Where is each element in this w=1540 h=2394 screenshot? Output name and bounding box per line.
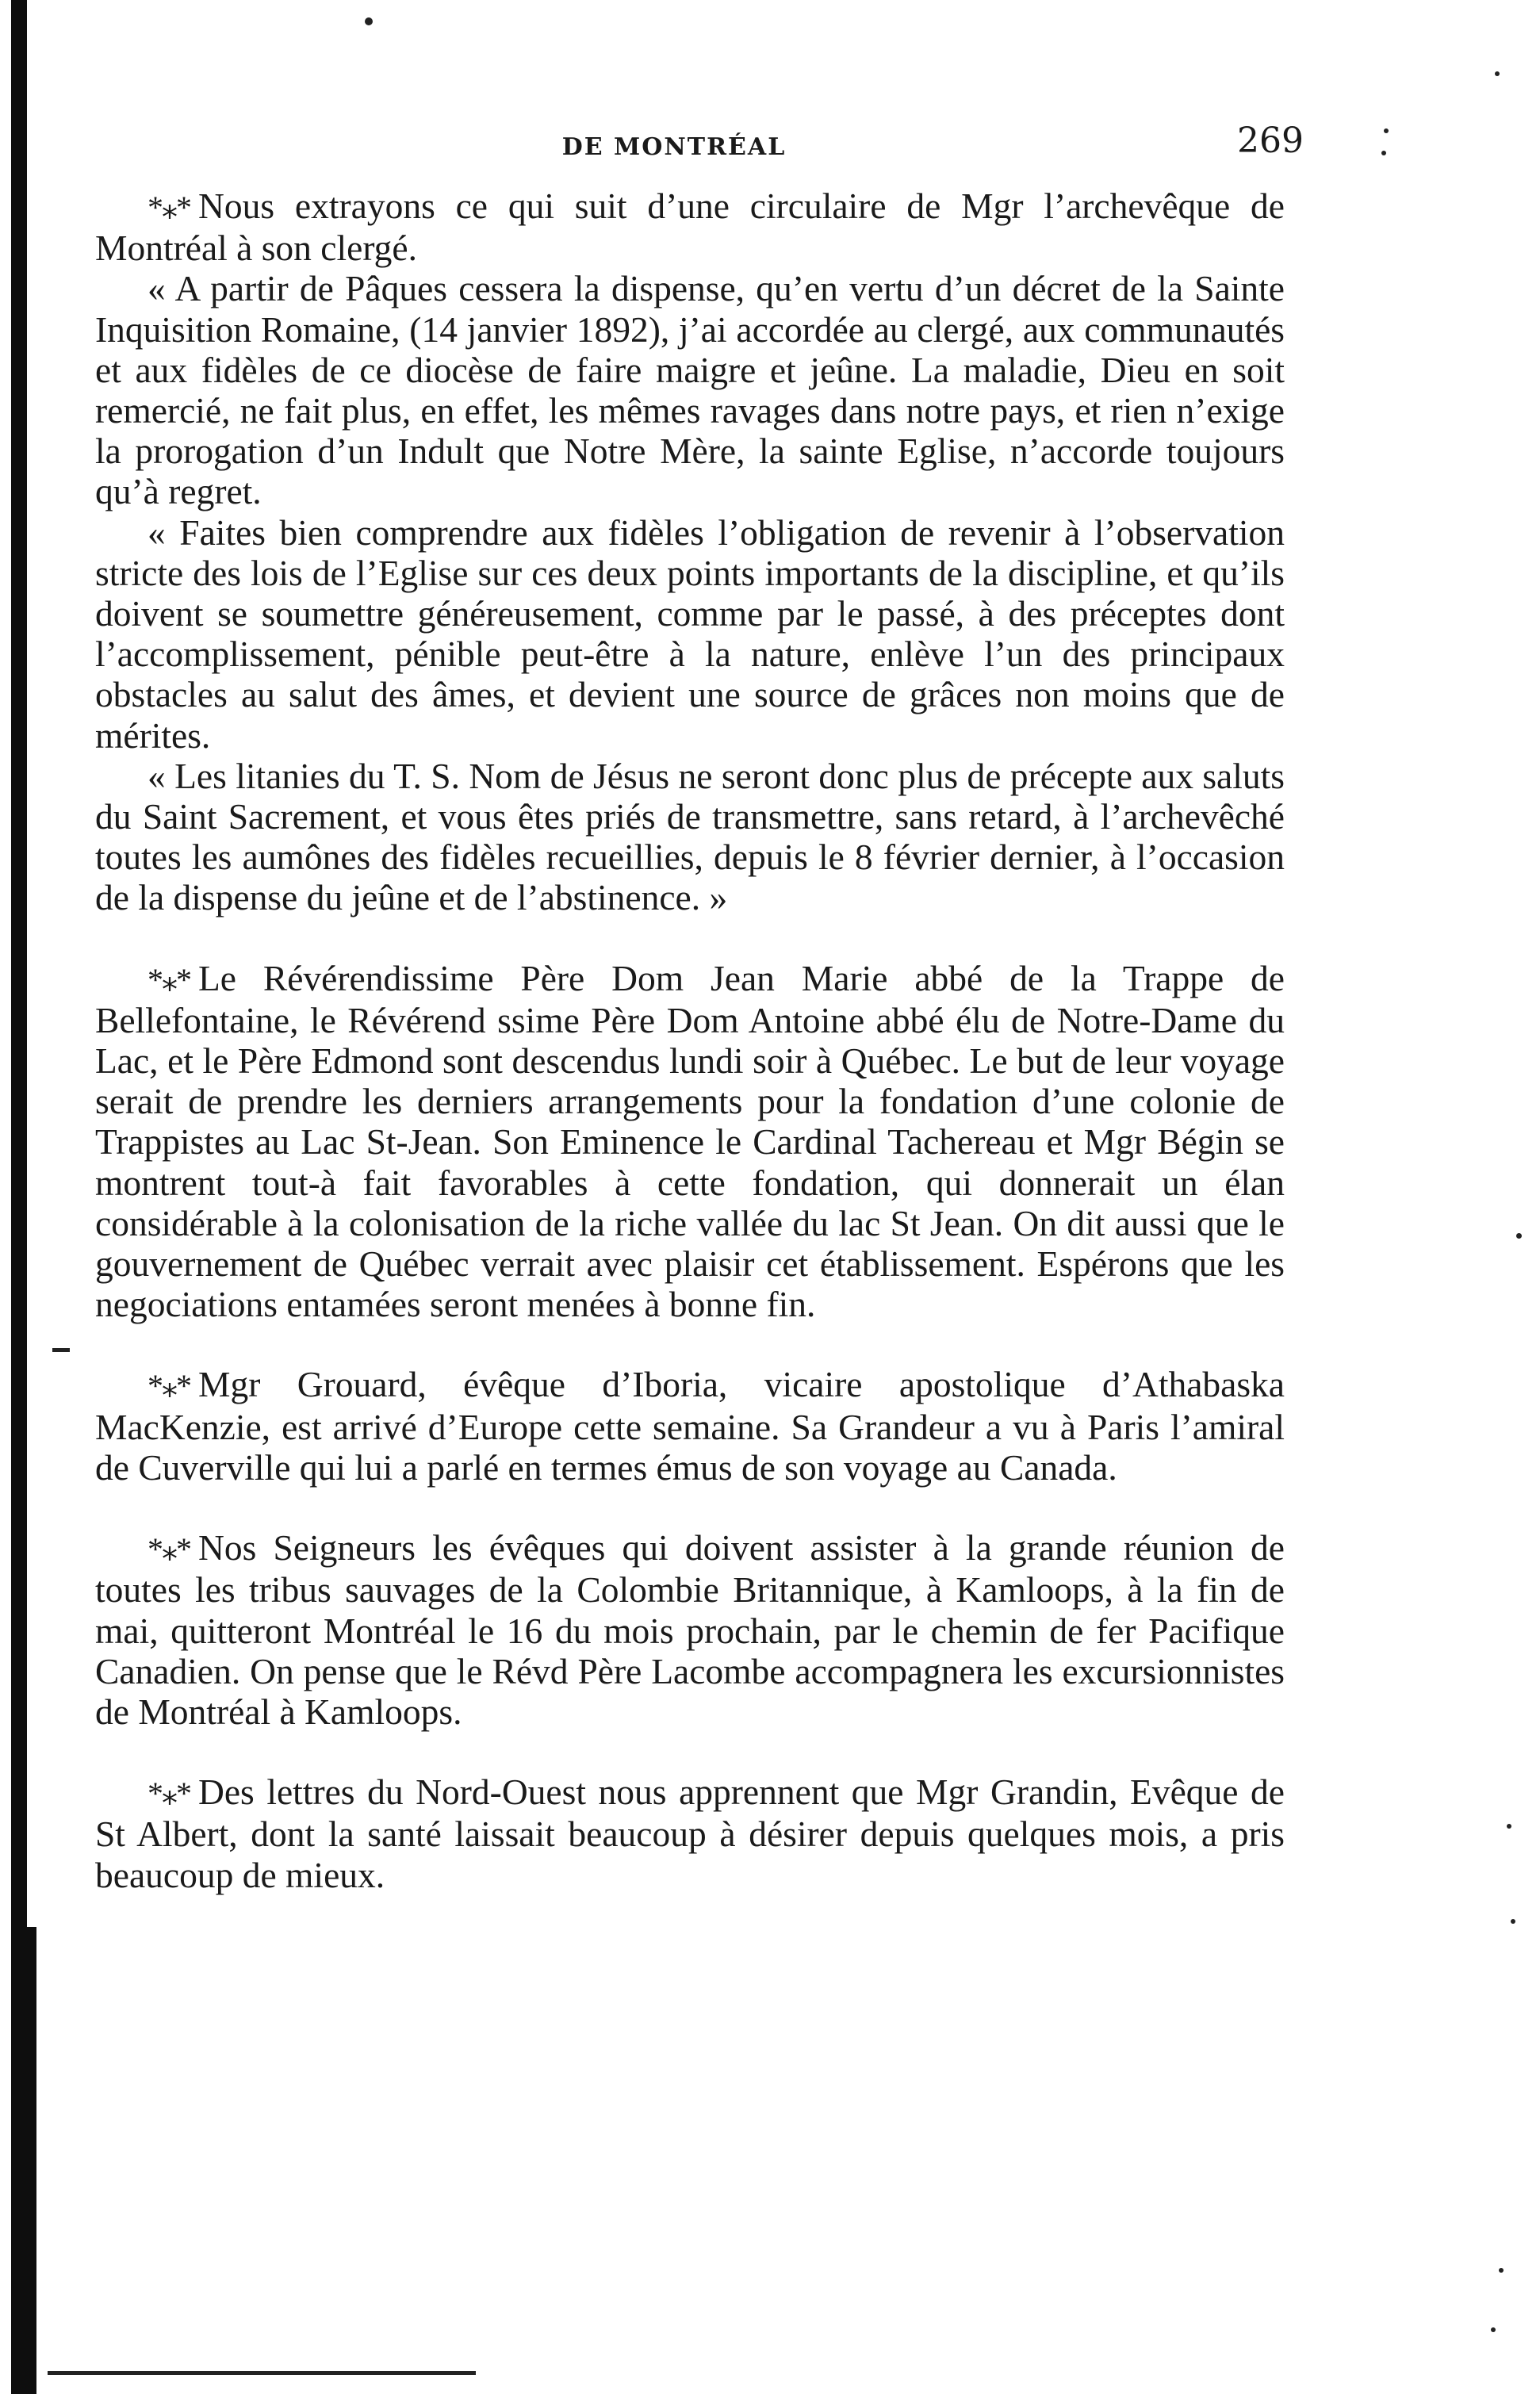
paragraph-text: Mgr Grouard, évêque d’Iboria, vicaire apostolique d’Athabaska MacKenzie, est arrivé d’Europe cette semaine. Sa Grandeur a vu à Paris l’amiral de Cuverville qui lui a parlé en termes émus de son voyage au Canada. <box>95 1364 1285 1488</box>
paragraph <box>95 756 1285 918</box>
section-marker: *⁎* <box>147 1531 190 1568</box>
paragraph <box>95 1527 1285 1732</box>
scan-bottom-edge <box>48 2371 476 2375</box>
section-marker: *⁎* <box>147 190 190 225</box>
section-marker: *⁎* <box>147 1775 190 1812</box>
scan-speck <box>1499 2268 1504 2273</box>
scan-speck <box>1384 128 1389 133</box>
paragraph <box>95 1772 1285 1895</box>
scan-speck <box>1381 151 1386 155</box>
scan-speck <box>365 17 373 25</box>
scan-speck <box>1516 1233 1522 1239</box>
news-item <box>95 958 1285 1325</box>
paragraph-text: Le Révérendissime Père Dom Jean Marie abbé de la Trappe de Bellefontaine, le Révérend ssime Père Dom Antoine abbé élu de Notre-Dame du Lac, et le Père Edmond sont descendus lundi soir à Québec. Le but de leur voyage serait de prendre les derniers arrangements pour la fondation d’une colonie de Trappistes au Lac St-Jean. Son Eminence le Cardinal Tachereau et Mgr Bégin se montrent tout-à fait favorables à cette fondation, qui donnerait un élan considérable à la colonisation de la riche vallée du lac St Jean. On dit aussi que le gouvernement de Québec verrait avec plaisir cet établissement. Espérons que les negociations entamées seront menées à bonne fin. <box>95 957 1285 1325</box>
scan-speck <box>1511 1919 1515 1924</box>
scan-spine-shadow-lower <box>11 1927 36 2394</box>
paragraph-text: « A partir de Pâques cessera la dispense, qu’en vertu d’un décret de la Sainte Inquisition Romaine, (14 janvier 1892), j’ai accordée au clergé, aux communautés et aux fidèles de ce diocèse de faire maigre et jeûne. La maladie, Dieu en soit remercié, ne fait plus, en effet, les mêmes ravages dans notre pays, et rien n’exige la prorogation d’un Indult que Notre Mère, la sainte Eglise, n’accorde toujours qu’à regret. <box>95 268 1285 512</box>
paragraph <box>95 512 1285 756</box>
paragraph <box>95 958 1285 1325</box>
section-marker: *⁎* <box>147 1368 190 1404</box>
paragraph-text: Nos Seigneurs les évêques qui doivent assister à la grande réunion de toutes les tribus sauvages de la Colombie Britannique, à Kamloops, à la fin de mai, quitteront Montréal le 16 du mois prochain, par le chemin de fer Pacifique Canadien. On pense que le Révd Père Lacombe accompagnera les excursionnistes de Montréal à Kamloops. <box>95 1527 1285 1732</box>
paragraph-text: Des lettres du Nord-Ouest nous apprennent que Mgr Grandin, Evêque de St Albert, dont la santé laissait beaucoup à désirer depuis quelques mois, a pris beaucoup de mieux. <box>95 1772 1285 1895</box>
page-number: 269 <box>1237 121 1304 161</box>
scan-speck <box>1495 71 1500 76</box>
news-item <box>95 186 1285 918</box>
scan-speck <box>1507 1824 1511 1829</box>
paragraph <box>95 1364 1285 1488</box>
paragraph <box>95 186 1285 268</box>
section-marker: *⁎* <box>147 961 190 998</box>
scan-speck <box>1491 2327 1496 2332</box>
news-item <box>95 1527 1285 1732</box>
running-title: DE MONTRÉAL <box>561 133 787 161</box>
paragraph <box>95 268 1285 511</box>
news-item <box>95 1364 1285 1488</box>
text-column <box>95 186 1285 1935</box>
paragraph-text: « Les litanies du T. S. Nom de Jésus ne seront donc plus de précepte aux saluts du Saint Sacrement, et vous êtes priés de transmettre, sans retard, à l’archevêché toutes les aumônes des fidèles recueillies, depuis le 8 février dernier, à l’occasion de la dispense du jeûne et de l’abstinence. » <box>95 755 1285 918</box>
news-item <box>95 1772 1285 1895</box>
paragraph-text: Nous extrayons ce qui suit d’une circulaire de Mgr l’archevêque de Montréal à son clergé. <box>95 186 1285 269</box>
paragraph-text: « Faites bien comprendre aux fidèles l’obligation de revenir à l’observation stricte des lois de l’Eglise sur ces deux points importants de la discipline, et qu’ils doivent se soumettre généreusement, comme par le passé, à des préceptes dont l’accomplissement, pénible peut-être à la nature, enlève l’un des principaux obstacles au salut des âmes, et devient une source de grâces non moins que de mérites. <box>95 511 1285 756</box>
scan-mark <box>52 1348 70 1352</box>
